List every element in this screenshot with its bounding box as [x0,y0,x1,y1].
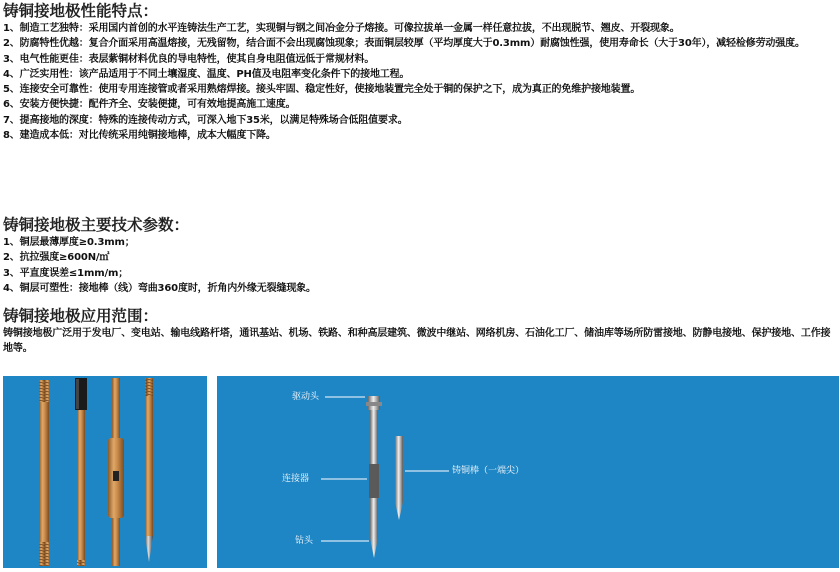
rod-2 [75,378,87,566]
drill-head-shape [370,538,378,558]
list-item: 1、制造工艺独特：采用国内首创的水平连铸法生产工艺，实现铜与钢之间冶金分子熔接。可像拉拔单一金属一样任意拉拔，不出现脱节、翘皮、开裂现象。 [3,23,680,34]
list-item: 3、电气性能更佳：表层紫铜材料优良的导电特性，使其自身电阻值远低于常规材料。 [3,53,375,65]
section-features [3,1,839,143]
label-drive-head: 驱动头 [292,392,320,402]
rods-photo [3,376,207,568]
label-drill-head: 钻头 [295,536,314,546]
list-item: 4、广泛实用性：该产品适用于不同土壤湿度、温度、PH值及电阻率变化条件下的接地工程。 [3,68,410,80]
specs-title: 铸铜接地极主要技术参数： [3,216,190,234]
list-item: 6、安装方便快捷：配件齐全、安装便捷，可有效地提高施工速度。 [3,99,296,111]
label-connector: 连接器 [282,474,310,484]
rod-3 [108,378,124,566]
list-item: 2、抗拉强度≥600N/㎡ [3,252,110,264]
rod-1 [39,380,49,566]
rod-diagram [217,376,839,568]
list-item: 5、连接安全可靠性：使用专用连接管或者采用熟熔焊接。接头牢固、稳定性好，使接地装置完全处于铜的保护之下，成为真正的免维护接地装置。 [3,84,641,96]
section-specs [3,215,839,296]
label-rod: 铸铜棒（一端尖） [452,466,525,476]
specs-list [3,235,839,296]
connector-shape [369,464,379,498]
list-item: 4、铜层可塑性：接地棒（线）弯曲360度时，折角内外缘无裂缝现象。 [3,282,316,294]
list-item: 1、铜层最薄厚度≥0.3mm； [3,237,135,248]
rods-illustration [3,376,207,568]
list-item: 7、提高接地的深度：特殊的连接传动方式，可深入地下35米，以满足特殊场合低阻值要求。 [3,114,408,126]
list-item: 2、防腐特性优越：复合介面采用高温熔接，无残留物，结合面不会出现腐蚀现象；表面铜层较厚（平均厚度大于0.3mm）耐腐蚀性强，使用寿命长（大于30年），减轻检修劳动强度。 [3,38,805,50]
section-applications [3,306,839,357]
applications-text: 铸铜接地极广泛用于发电厂、变电站、输电线路杆塔，通讯基站、机场、铁路、和种高层建筑、微波中继站、网络机房、石油化工厂、储油库等场所防雷接地、防静电接地、保护接地、工作接地等。 [3,328,831,355]
list-item: 3、平直度误差≤1mm/m； [3,267,129,279]
applications-title: 铸铜接地极应用范围： [3,307,159,325]
features-title: 铸铜接地极性能特点： [3,2,159,20]
rod-4 [145,378,153,562]
rod-shape [395,436,403,502]
features-list [3,21,839,143]
list-item: 8、建造成本低：对比传统采用纯铜接地棒，成本大幅度下降。 [3,130,276,142]
